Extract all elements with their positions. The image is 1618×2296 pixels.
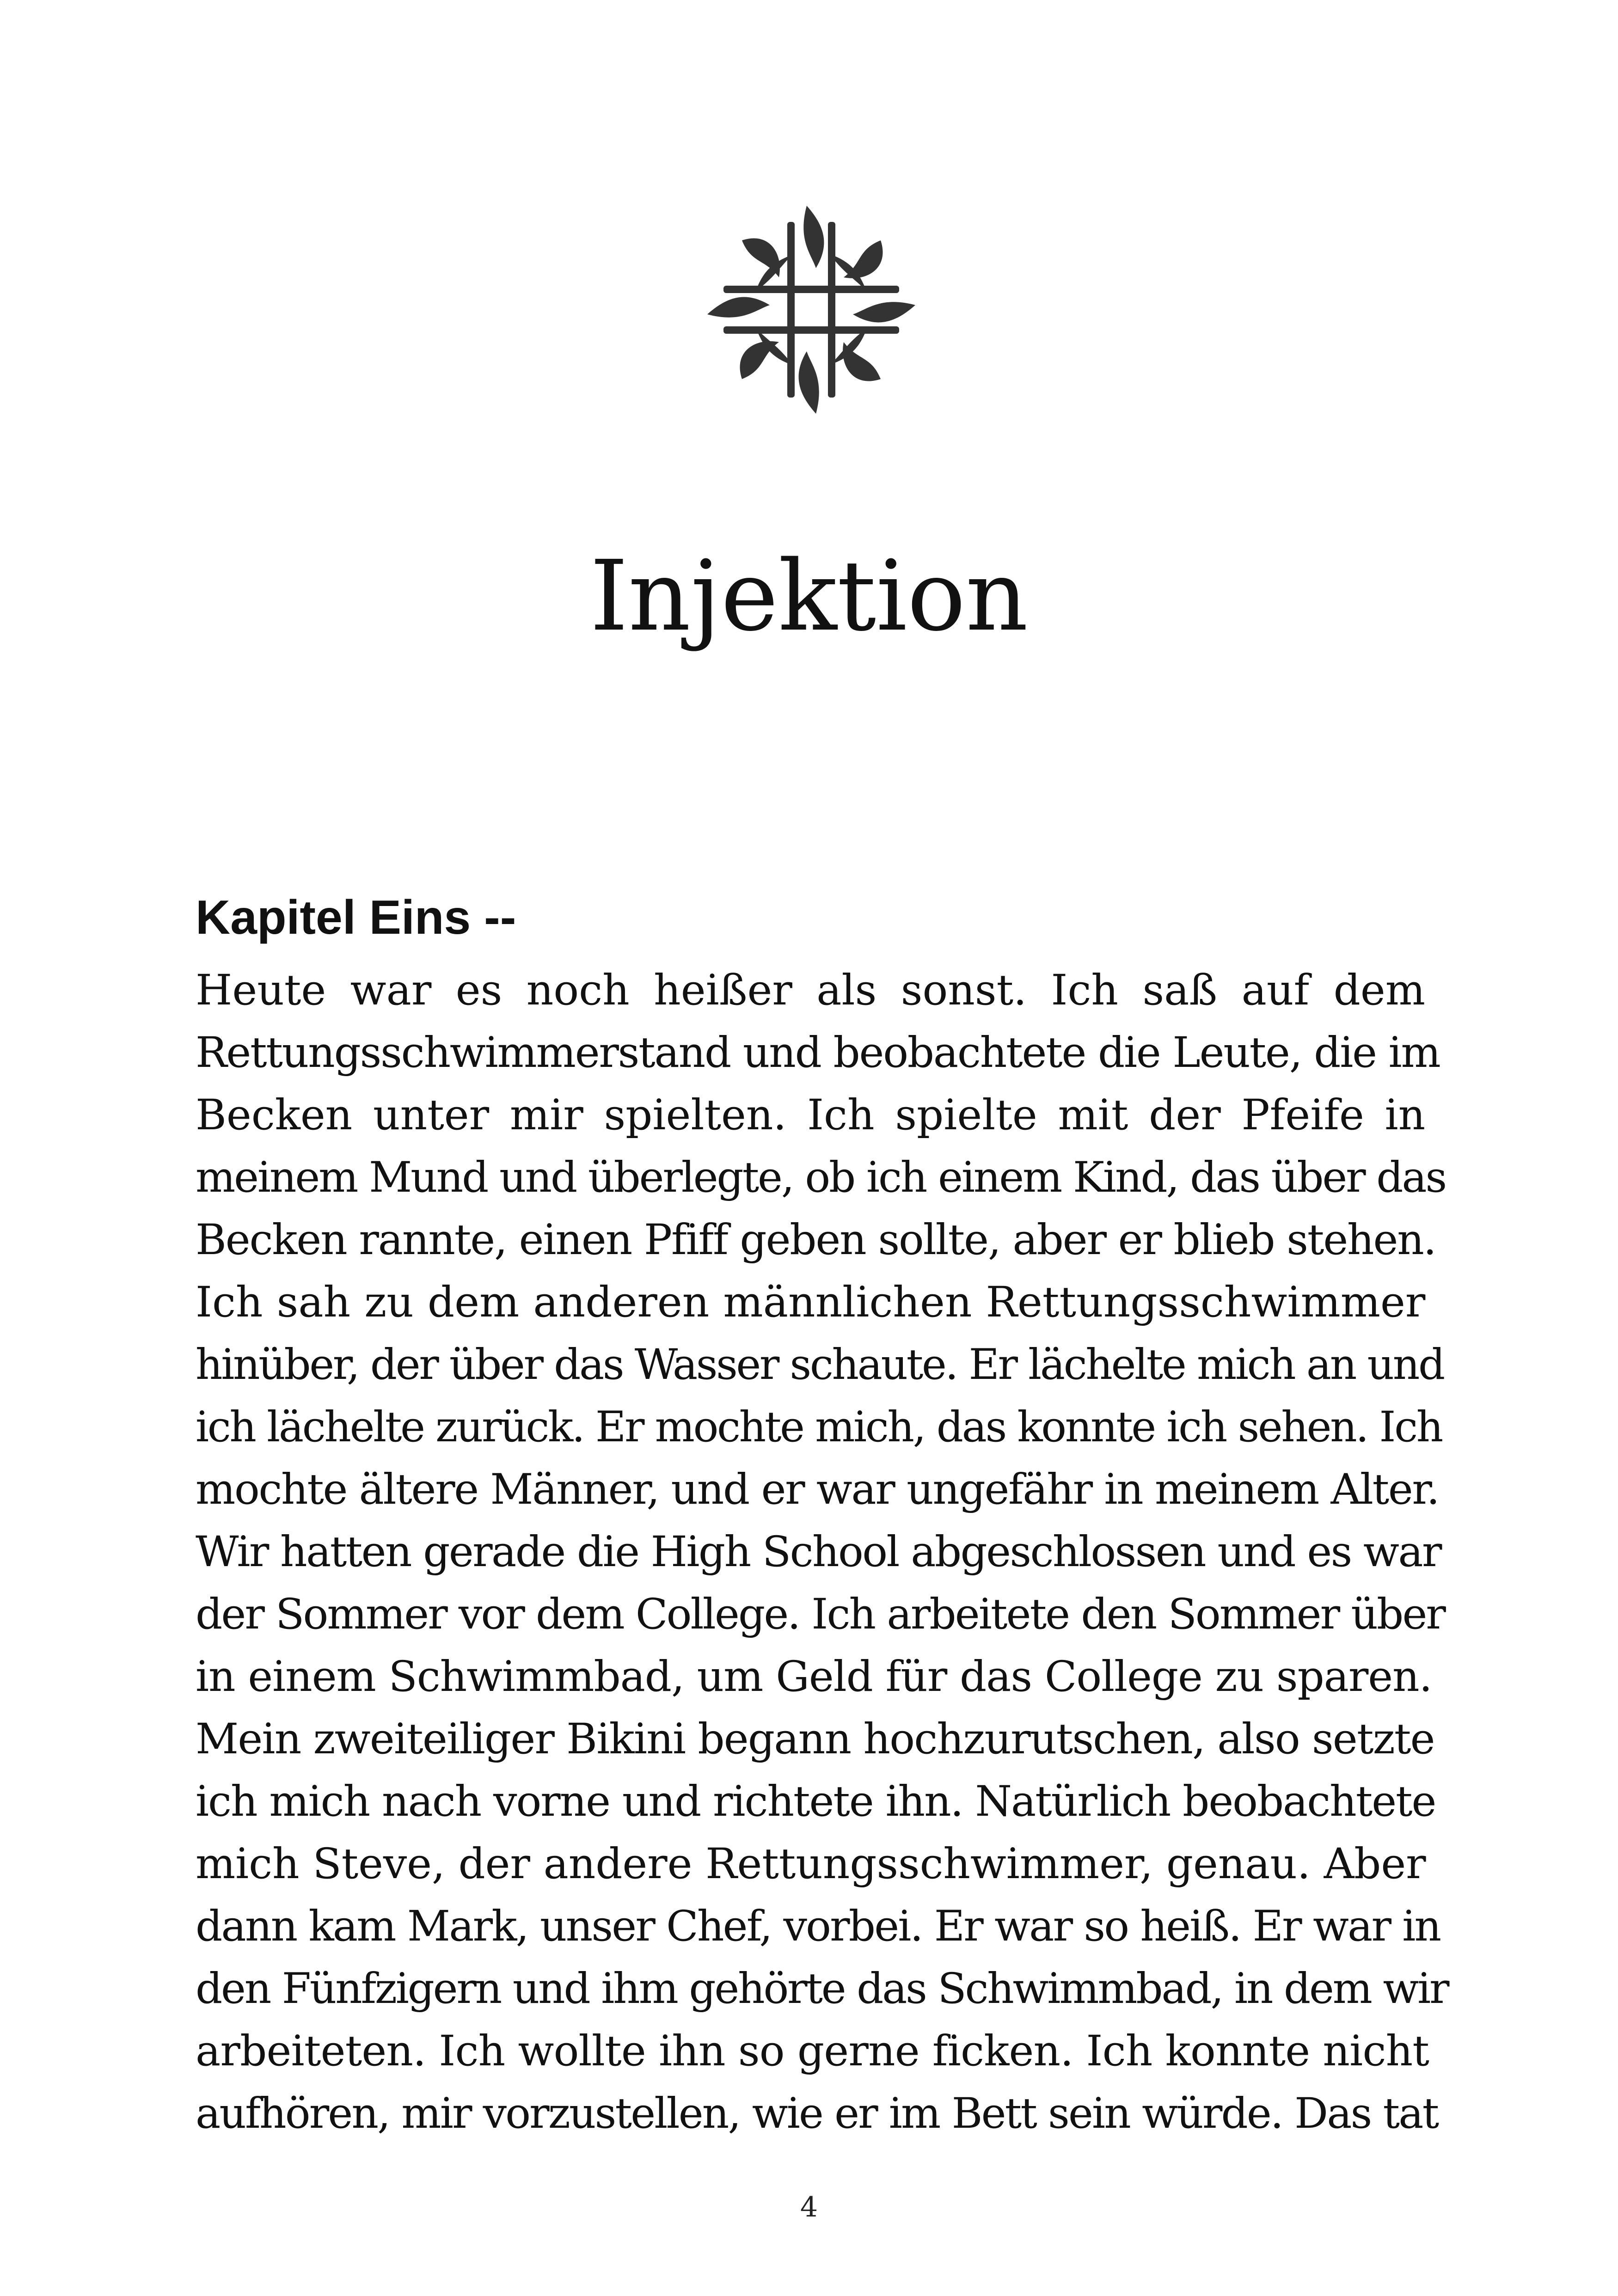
text-line: dann kam Mark, unser Chef, vorbei. Er war so heiß. Er war in bbox=[196, 1902, 1440, 1951]
page-number: 4 bbox=[800, 2191, 818, 2223]
text-line: ich mich nach vorne und richtete ihn. Natürlich beobachtete bbox=[196, 1777, 1436, 1826]
text-line: Becken rannte, einen Pfiff geben sollte, aber er blieb stehen. bbox=[196, 1216, 1436, 1264]
text-line: Mein zweiteiliger Bikini begann hochzurutschen, also setzte bbox=[196, 1715, 1434, 1763]
book-title: Injektion bbox=[589, 539, 1029, 653]
text-line: Wir hatten gerade die High School abgeschlossen und es war bbox=[196, 1528, 1441, 1576]
text-line: aufhören, mir vorzustellen, wie er im Bett sein würde. Das tat bbox=[196, 2089, 1438, 2138]
text-line: in einem Schwimmbad, um Geld für das College zu sparen. bbox=[196, 1653, 1432, 1701]
text-line: mochte ältere Männer, und er war ungefähr in meinem Alter. bbox=[196, 1465, 1439, 1514]
text-line: Becken unter mir spielten. Ich spielte mit der Pfeife in bbox=[196, 1091, 1426, 1139]
chapter-body-text bbox=[196, 959, 1448, 2145]
text-line: mich Steve, der andere Rettungsschwimmer, genau. Aber bbox=[196, 1840, 1426, 1888]
text-line: den Fünfzigern und ihm gehörte das Schwimmbad, in dem wir bbox=[196, 1965, 1448, 2013]
celtic-cross-ornament-icon bbox=[705, 203, 918, 416]
text-line: hinüber, der über das Wasser schaute. Er lächelte mich an und bbox=[196, 1341, 1444, 1389]
text-line: der Sommer vor dem College. Ich arbeitete den Sommer über bbox=[196, 1590, 1445, 1639]
text-line: Heute war es noch heißer als sonst. Ich saß auf dem bbox=[196, 966, 1425, 1015]
chapter-heading: Kapitel Eins -- bbox=[196, 891, 516, 944]
text-line: meinem Mund und überlegte, ob ich einem Kind, das über das bbox=[196, 1153, 1446, 1202]
text-line: arbeiteten. Ich wollte ihn so gerne ficken. Ich konnte nicht bbox=[196, 2027, 1429, 2076]
text-line: ich lächelte zurück. Er mochte mich, das konnte ich sehen. Ich bbox=[196, 1403, 1442, 1451]
text-line: Ich sah zu dem anderen männlichen Rettungsschwimmer bbox=[196, 1278, 1426, 1327]
text-line: Rettungsschwimmerstand und beobachtete die Leute, die im bbox=[196, 1029, 1440, 1077]
